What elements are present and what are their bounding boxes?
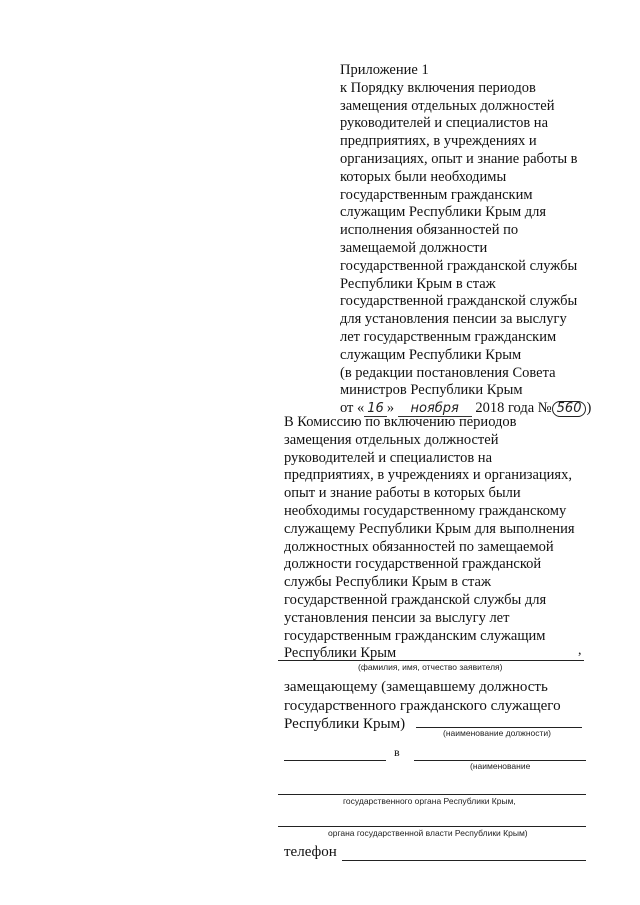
applicant-name-line[interactable]	[278, 660, 584, 661]
appendix-line: организациях, опыт и знание работы в	[340, 150, 578, 167]
org-caption-1: (наименование	[470, 761, 531, 771]
org-line-left[interactable]	[284, 760, 386, 761]
handwritten-month: ноября	[398, 402, 472, 417]
appendix-line: руководителей и специалистов на	[340, 115, 549, 132]
addressee-line: государственной гражданской службы для	[284, 591, 547, 608]
appendix-line: государственным гражданским	[340, 186, 533, 203]
appendix-line: лет государственным гражданским	[340, 328, 557, 345]
applicant-name-caption: (фамилия, имя, отчество заявителя)	[358, 662, 503, 672]
date-prefix: от «	[340, 400, 365, 417]
org-line-3[interactable]	[278, 826, 586, 827]
org-caption-2: государственного органа Республики Крым,	[343, 796, 516, 806]
phone-label: телефон	[284, 844, 337, 860]
addressee-line: замещения отдельных должностей	[284, 431, 499, 448]
addressee-line: государственным гражданским служащим	[284, 627, 546, 644]
in-word: в	[394, 745, 400, 759]
appendix-line: служащим Республики Крым для	[340, 204, 547, 221]
appendix-line: (в редакции постановления Совета	[340, 364, 556, 381]
appendix-line: которых были необходимы	[340, 168, 507, 185]
appendix-line: государственной гражданской службы	[340, 293, 578, 310]
addressee-line: Республики Крым	[284, 645, 397, 662]
addressee-line: опыт и знание работы в которых были	[284, 485, 521, 502]
phone-line[interactable]	[342, 860, 586, 861]
org-caption-3: органа государственной власти Республики Крым)	[328, 828, 528, 838]
appendix-line: служащим Республики Крым	[340, 346, 522, 363]
appendix-line: для установления пенсии за выслугу	[340, 311, 567, 328]
position-line: Республики Крым)	[284, 716, 406, 732]
addressee-line: установления пенсии за выслугу лет	[284, 609, 510, 626]
appendix-line: Приложение 1	[340, 62, 429, 78]
date-suffix: )	[586, 400, 592, 417]
position-line: замещающему (замещавшему должность	[284, 679, 548, 695]
addressee-line: необходимы государственному гражданскому	[284, 502, 567, 519]
addressee-line: должностных обязанностей по замещаемой	[284, 538, 554, 555]
handwritten-day: 16	[364, 402, 387, 417]
addressee-block	[284, 414, 604, 663]
addressee-line: руководителей и специалистов на	[284, 449, 493, 466]
name-comma: ,	[578, 643, 582, 658]
appendix-line: предприятиях, в учреждениях и	[340, 133, 537, 150]
addressee-line: предприятиях, в учреждениях и организациях,	[284, 467, 572, 484]
addressee-line: В Комиссию по включению периодов	[284, 414, 517, 430]
appendix-line: государственной гражданской службы	[340, 257, 578, 274]
appendix-line: замещаемой должности	[340, 239, 488, 256]
appendix-line: Республики Крым в стаж	[340, 275, 496, 292]
appendix-line: к Порядку включения периодов	[340, 79, 536, 96]
date-mid: »	[386, 400, 395, 417]
date-year: 2018 года №	[475, 400, 552, 417]
appendix-line: министров Республики Крым	[340, 382, 523, 399]
handwritten-number: 560	[552, 401, 587, 417]
position-caption: (наименование должности)	[443, 728, 551, 738]
addressee-line: службы Республики Крым в стаж	[284, 574, 492, 591]
appendix-header	[340, 62, 600, 418]
appendix-line: замещения отдельных должностей	[340, 97, 555, 114]
org-line-2[interactable]	[278, 794, 586, 795]
position-text	[284, 678, 561, 734]
addressee-line: служащему Республики Крым для выполнения	[284, 520, 575, 537]
position-line: государственного гражданского служащего	[284, 697, 561, 714]
appendix-line: исполнения обязанностей по	[340, 222, 519, 239]
addressee-line: должности государственной гражданской	[284, 556, 542, 573]
